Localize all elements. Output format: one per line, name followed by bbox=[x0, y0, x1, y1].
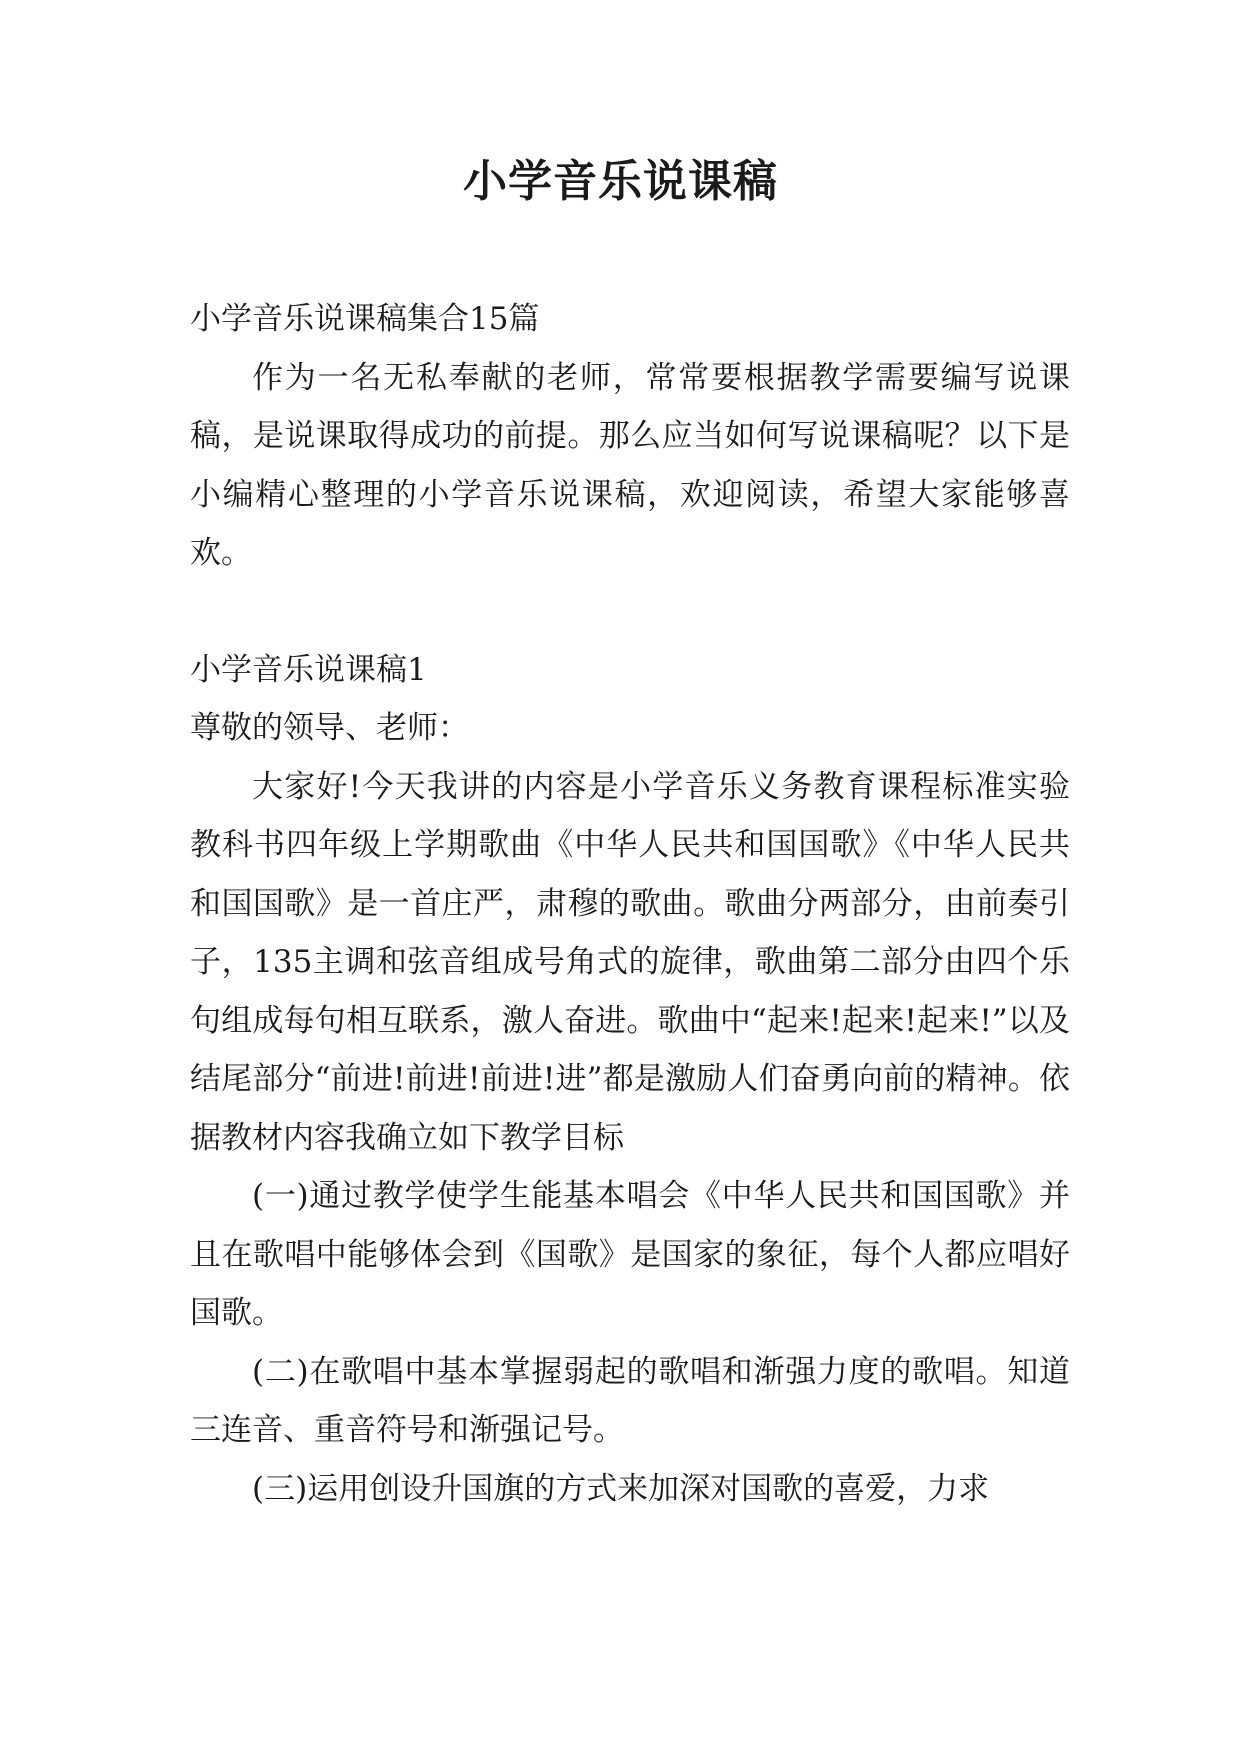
intro-paragraph: 作为一名无私奉献的老师，常常要根据教学需要编写说课稿，是说课取得成功的前提。那么应当如何写说课稿呢？以下是小编精心整理的小学音乐说课稿，欢迎阅读，希望大家能够喜欢。 bbox=[190, 359, 1070, 571]
document-subtitle: 小学音乐说课稿集合15篇 bbox=[190, 301, 540, 337]
document-body bbox=[190, 290, 1070, 1518]
goal-item-1: (一)通过教学使学生能基本唱会《中华人民共和国国歌》并且在歌唱中能够体会到《国歌》是国家的象征，每个人都应唱好国歌。 bbox=[190, 1178, 1070, 1331]
section-spacer bbox=[190, 583, 1070, 641]
page-title: 小学音乐说课稿 bbox=[463, 156, 778, 207]
section-heading: 小学音乐说课稿1 bbox=[190, 651, 427, 688]
body-paragraph: 大家好!今天我讲的内容是小学音乐义务教育课程标准实验教科书四年级上学期歌曲《中华人民共和国国歌》《中华人民共和国国歌》是一首庄严，肃穆的歌曲。歌曲分两部分，由前奏引子，135主调和弦音组成号角式的旋律，歌曲第二部分由四个乐句组成每句相互联系，激人奋进。歌曲中“起来!起来!起来!”以及结尾部分“前进!前进!前进!进”都是激励人们奋勇向前的精神。依据教材内容我确立如下教学目标 bbox=[190, 768, 1070, 1156]
goal-item-2: (二)在歌唱中基本掌握弱起的歌唱和渐强力度的歌唱。知道三连音、重音符号和渐强记号。 bbox=[190, 1353, 1070, 1448]
goal-item-3: (三)运用创设升国旗的方式来加深对国歌的喜爱，力求 bbox=[252, 1470, 990, 1507]
salutation: 尊敬的领导、老师： bbox=[190, 710, 469, 746]
